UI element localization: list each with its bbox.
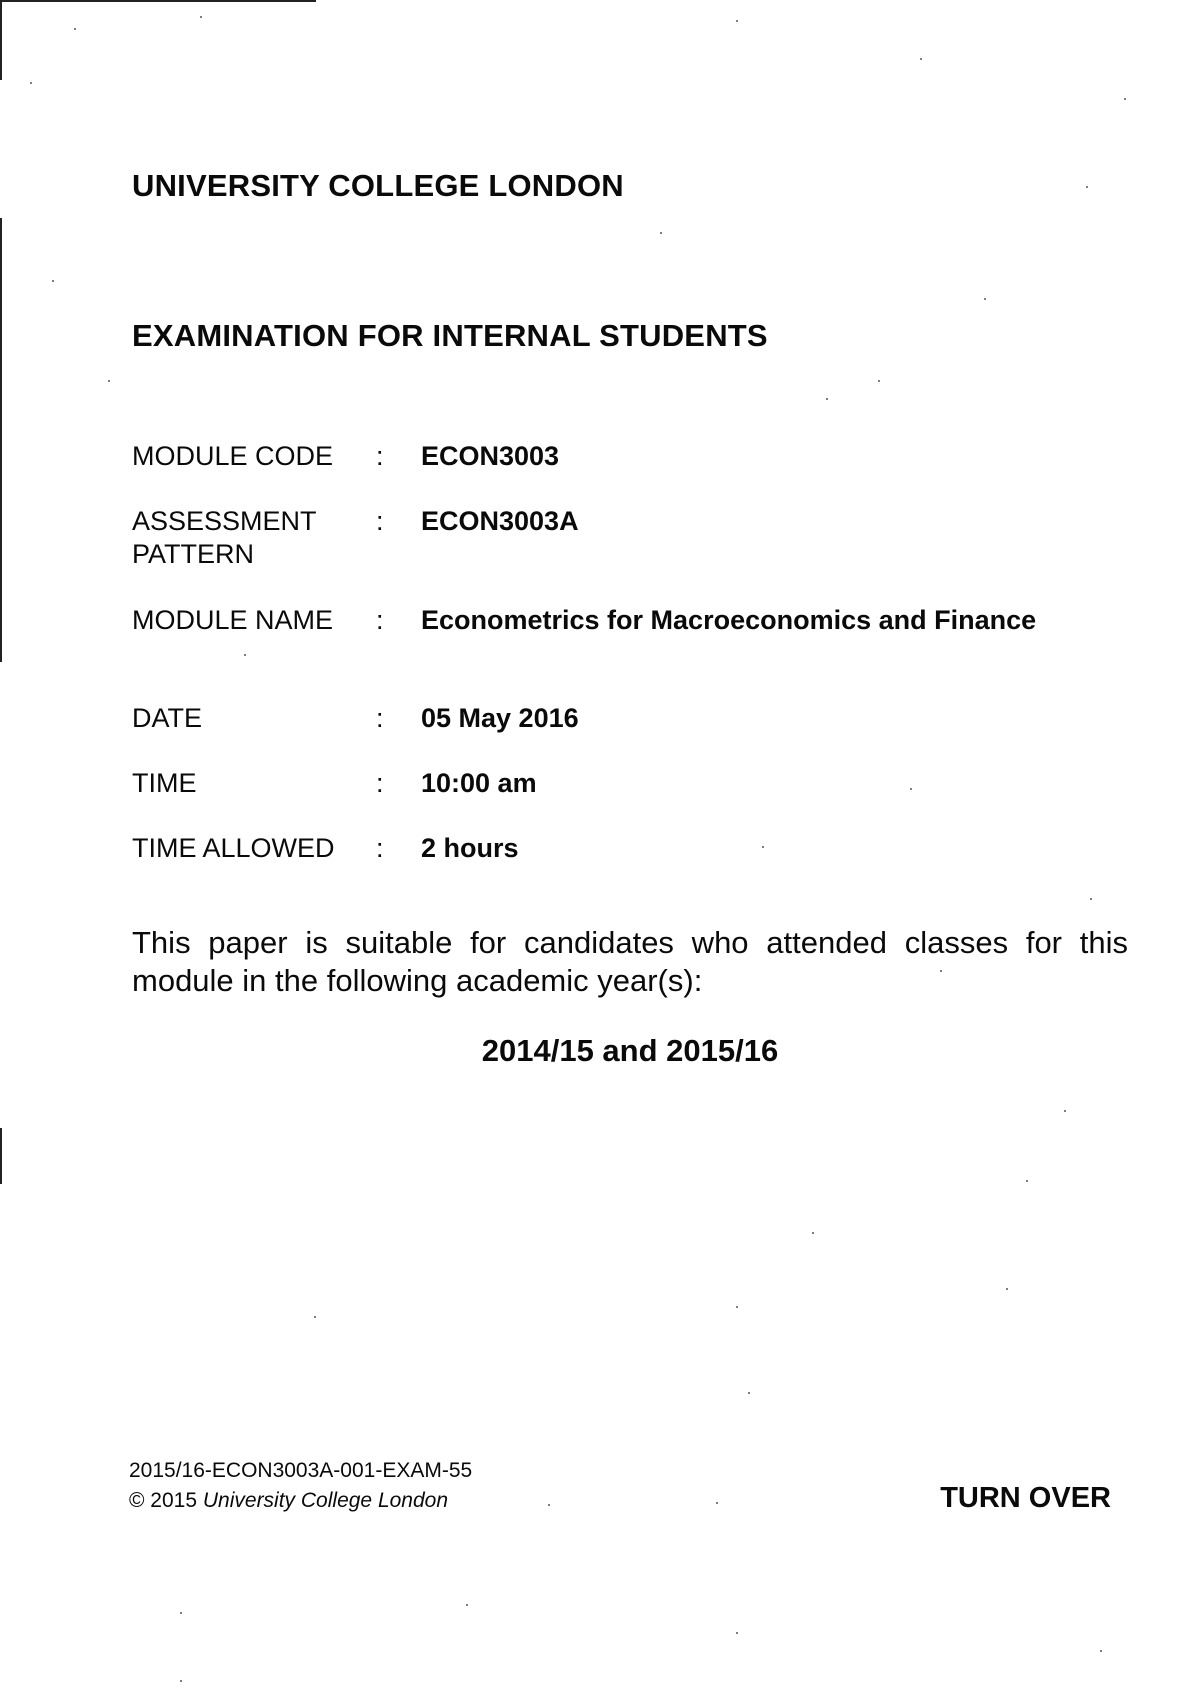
scan-speck	[736, 1306, 738, 1308]
time-value: 10:00 am	[421, 768, 537, 798]
copyright-prefix: © 2015	[129, 1489, 198, 1512]
time-allowed-separator: :	[376, 833, 384, 863]
date-label: DATE	[132, 703, 203, 733]
module-name-separator: :	[376, 605, 384, 635]
scan-speck	[1026, 1180, 1028, 1182]
scan-edge-left-bottom	[0, 1128, 2, 1184]
scan-edge-left-top	[0, 0, 2, 80]
academic-years: 2014/15 and 2015/16	[481, 1033, 779, 1068]
turn-over-label: TURN OVER	[940, 1482, 1111, 1514]
module-name-label: MODULE NAME	[132, 605, 334, 635]
scan-speck	[1124, 98, 1126, 100]
date-separator: :	[376, 703, 384, 733]
module-code-label: MODULE CODE	[132, 441, 334, 471]
scan-speck	[826, 398, 828, 400]
time-label: TIME	[132, 768, 197, 798]
scan-speck	[748, 1392, 750, 1394]
module-code-separator: :	[376, 441, 384, 471]
time-allowed-label: TIME ALLOWED	[132, 833, 335, 863]
assessment-pattern-value: ECON3003A	[421, 506, 579, 536]
institution-title: UNIVERSITY COLLEGE LONDON	[132, 168, 624, 203]
suitability-statement: This paper is suitable for candidates who attended classes for this module in the following academic year(s):	[132, 925, 1128, 998]
scan-speck	[244, 654, 246, 656]
scan-speck	[878, 380, 880, 382]
scan-speck	[74, 28, 76, 30]
time-allowed-value: 2 hours	[421, 833, 519, 863]
scan-speck	[984, 298, 986, 300]
copyright-owner: University College London	[202, 1489, 449, 1512]
scan-speck	[180, 1612, 182, 1614]
scan-speck	[548, 1504, 550, 1506]
scan-speck	[920, 58, 922, 60]
scan-speck	[1086, 186, 1088, 188]
scan-speck	[910, 788, 912, 790]
scan-speck	[660, 232, 662, 234]
scan-speck	[466, 1604, 468, 1606]
assessment-pattern-separator: :	[376, 506, 384, 536]
scan-speck	[1090, 898, 1092, 900]
scan-speck	[314, 1316, 316, 1318]
scan-speck	[716, 1502, 718, 1504]
assessment-pattern-label: ASSESSMENT PATTERN	[132, 506, 317, 569]
scan-speck	[736, 1632, 738, 1634]
scan-speck	[108, 380, 110, 382]
scan-speck	[1006, 1288, 1008, 1290]
scan-edge-top	[0, 0, 316, 2]
scan-speck	[30, 82, 32, 84]
time-separator: :	[376, 768, 384, 798]
paper-reference: 2015/16-ECON3003A-001-EXAM-55	[129, 1459, 473, 1482]
scan-speck	[762, 846, 764, 848]
exam-heading: EXAMINATION FOR INTERNAL STUDENTS	[132, 318, 768, 353]
scan-speck	[812, 1232, 814, 1234]
scan-speck	[180, 1680, 182, 1682]
scan-edge-left-middle	[0, 218, 2, 662]
module-code-value: ECON3003	[421, 441, 560, 471]
copyright-notice	[129, 1486, 448, 1516]
module-name-value: Econometrics for Macroeconomics and Finance	[421, 605, 1037, 635]
scan-speck	[1064, 1110, 1066, 1112]
scan-speck	[736, 20, 738, 22]
date-value: 05 May 2016	[421, 703, 579, 733]
scan-speck	[200, 16, 202, 18]
scan-speck	[52, 280, 54, 282]
scan-speck	[1100, 1650, 1102, 1652]
